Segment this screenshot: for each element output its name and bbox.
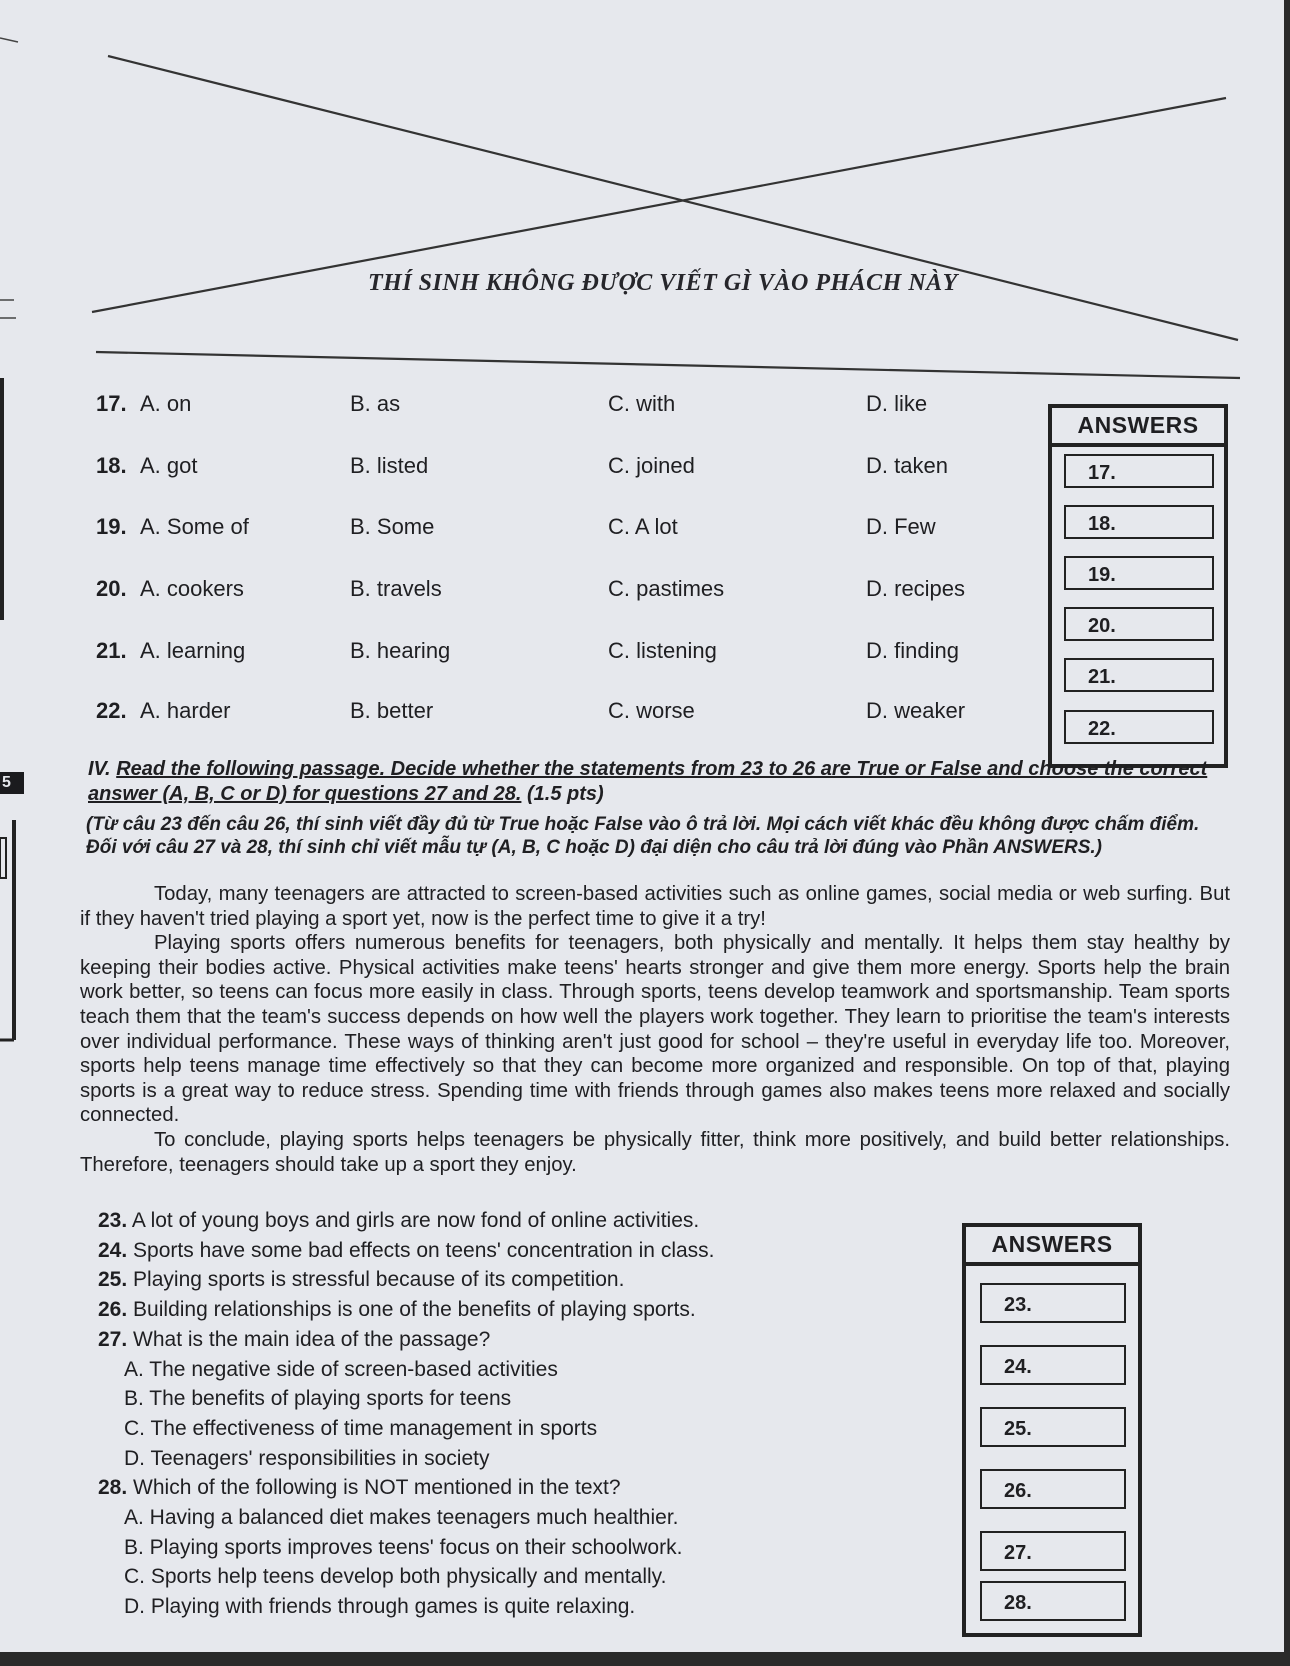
option-b: B. listed — [350, 453, 429, 478]
option-a: A. Some of — [140, 514, 249, 539]
option-c: C. A lot — [608, 514, 678, 539]
mcq-row-21 — [96, 638, 1026, 670]
cross-line-1 — [108, 56, 1238, 340]
answer-cell-19[interactable]: 19. — [1064, 556, 1214, 590]
q-number: 19. — [96, 514, 127, 539]
margin-mark: 5 — [2, 774, 11, 791]
answers-title: ANSWERS — [966, 1227, 1138, 1266]
statement-25: 25. Playing sports is stressful because of its competition. — [98, 1268, 625, 1292]
answer-cell-24[interactable]: 24. — [980, 1345, 1126, 1385]
mcq-row-20 — [96, 576, 1026, 608]
q-number: 21. — [96, 638, 127, 663]
option-c: C. listening — [608, 638, 717, 663]
q28-option-d: D. Playing with friends through games is quite relaxing. — [124, 1595, 636, 1619]
option-a: A. on — [140, 391, 192, 416]
mcq-row-22 — [96, 698, 1026, 730]
answers-title: ANSWERS — [1052, 408, 1224, 447]
mcq-row-17 — [96, 391, 1026, 423]
option-d: D. like — [866, 391, 928, 416]
answer-cell-22[interactable]: 22. — [1064, 710, 1214, 744]
section-roman: IV. — [88, 758, 111, 780]
answer-cell-21[interactable]: 21. — [1064, 658, 1214, 692]
section-points: (1.5 pts) — [526, 783, 604, 805]
seal-cross-lines — [0, 0, 1284, 400]
option-c: C. worse — [608, 698, 695, 723]
statement-26: 26. Building relationships is one of the benefits of playing sports. — [98, 1298, 696, 1322]
seal-warning-text: THÍ SINH KHÔNG ĐƯỢC VIẾT GÌ VÀO PHÁCH NÀY — [368, 270, 958, 296]
passage-paragraph-2: Playing sports offers numerous benefits for teenagers, both physically and mentally. It helps them stay healthy by keeping their bodies active. Physical activities make teens' hearts stronger and give them more energy. Sports help the brain work better, so teens can focus more easily in class. Through sports, teens develop teamwork and sportsmanship. Team sports teach them that the team's success depends on how well the players work together. They learn to prioritise the team's interests over individual performance. These ways of thinking aren't just good for school – they're useful in everyday life too. Moreover, sports help teens manage time effectively so that they can become more organized and responsible. On top of that, playing sports is a great way to reduce stress. Spending time with friends through games also makes teens more relaxed and socially connected. — [80, 932, 1230, 1127]
passage-paragraph-1: Today, many teenagers are attracted to screen-based activities such as online games, social media or web surfing. But if they haven't tried playing a sport yet, now is the perfect time to give it a try! — [80, 883, 1230, 930]
option-d: D. finding — [866, 638, 959, 663]
q-number: 22. — [96, 698, 127, 723]
option-a: A. learning — [140, 638, 246, 663]
answers-box-bottom — [962, 1223, 1142, 1637]
option-b: B. better — [350, 698, 434, 723]
answer-cell-18[interactable]: 18. — [1064, 505, 1214, 539]
reading-passage — [80, 882, 1230, 1177]
q27-option-c: C. The effectiveness of time management in sports — [124, 1416, 598, 1440]
q-number: 20. — [96, 576, 127, 601]
q-number: 17. — [96, 391, 127, 416]
option-c: C. joined — [608, 453, 695, 478]
answer-cell-20[interactable]: 20. — [1064, 607, 1214, 641]
answer-cell-25[interactable]: 25. — [980, 1407, 1126, 1447]
passage-paragraph-3: To conclude, playing sports helps teenagers be physically fitter, think more positively, and build better relationships. Therefore, teenagers should take up a sport they enjoy. — [80, 1128, 1230, 1176]
answer-cell-27[interactable]: 27. — [980, 1531, 1126, 1571]
answer-cell-26[interactable]: 26. — [980, 1469, 1126, 1509]
option-b: B. hearing — [350, 638, 451, 663]
q27-option-b: B. The benefits of playing sports for teens — [124, 1387, 512, 1411]
statement-24: 24. Sports have some bad effects on teens' concentration in class. — [98, 1238, 715, 1262]
option-d: D. weaker — [866, 698, 966, 723]
vietnamese-instruction: (Từ câu 23 đến câu 26, thí sinh viết đầy đủ từ True hoặc False vào ô trả lời. Mọi cách viết khác đều không được chấm điểm. Đối với câu 27 và 28, thí sinh chỉ viết mẫu tự (A, B, C hoặc D) đại diện cho câu trả lời đúng vào Phần ANSWERS.) — [86, 814, 1200, 858]
option-c: C. pastimes — [608, 576, 725, 601]
answer-cell-17[interactable]: 17. — [1064, 454, 1214, 488]
option-a: A. cookers — [140, 576, 244, 601]
option-b: B. Some — [350, 514, 435, 539]
answers-box-top — [1048, 404, 1228, 768]
q28-option-c: C. Sports help teens develop both physically and mentally. — [124, 1565, 667, 1589]
q28-option-a: A. Having a balanced diet makes teenagers much healthier. — [124, 1506, 679, 1530]
q-number: 18. — [96, 453, 127, 478]
option-c: C. with — [608, 391, 676, 416]
seal-divider-line — [96, 352, 1240, 378]
option-d: D. Few — [866, 514, 936, 539]
option-a: A. harder — [140, 698, 231, 723]
q27-option-a: A. The negative side of screen-based activities — [124, 1357, 558, 1381]
question-28: 28. Which of the following is NOT mentioned in the text? — [98, 1476, 621, 1500]
section-iv-heading — [88, 757, 1228, 807]
option-b: B. travels — [350, 576, 442, 601]
left-margin-marks — [0, 0, 30, 1100]
answer-cell-28[interactable]: 28. — [980, 1581, 1126, 1621]
option-d: D. taken — [866, 453, 948, 478]
option-d: D. recipes — [866, 576, 966, 601]
option-a: A. got — [140, 453, 198, 478]
answer-cell-23[interactable]: 23. — [980, 1283, 1126, 1323]
q27-option-d: D. Teenagers' responsibilities in society — [124, 1446, 490, 1470]
statement-23: 23. A lot of young boys and girls are now fond of online activities. — [98, 1209, 700, 1232]
question-27: 27. What is the main idea of the passage? — [98, 1327, 491, 1351]
option-b: B. as — [350, 391, 401, 416]
mcq-row-19 — [96, 514, 1026, 546]
q28-option-b: B. Playing sports improves teens' focus on their schoolwork. — [124, 1535, 683, 1559]
questions-23-28 — [92, 1206, 852, 1622]
mcq-row-18 — [96, 453, 1026, 485]
section-instruction: Read the following passage. Decide whether the statements from 23 to 26 are True or False and choose the correct answer (A, B, C or D) for questions 27 and 28. — [88, 758, 1208, 805]
